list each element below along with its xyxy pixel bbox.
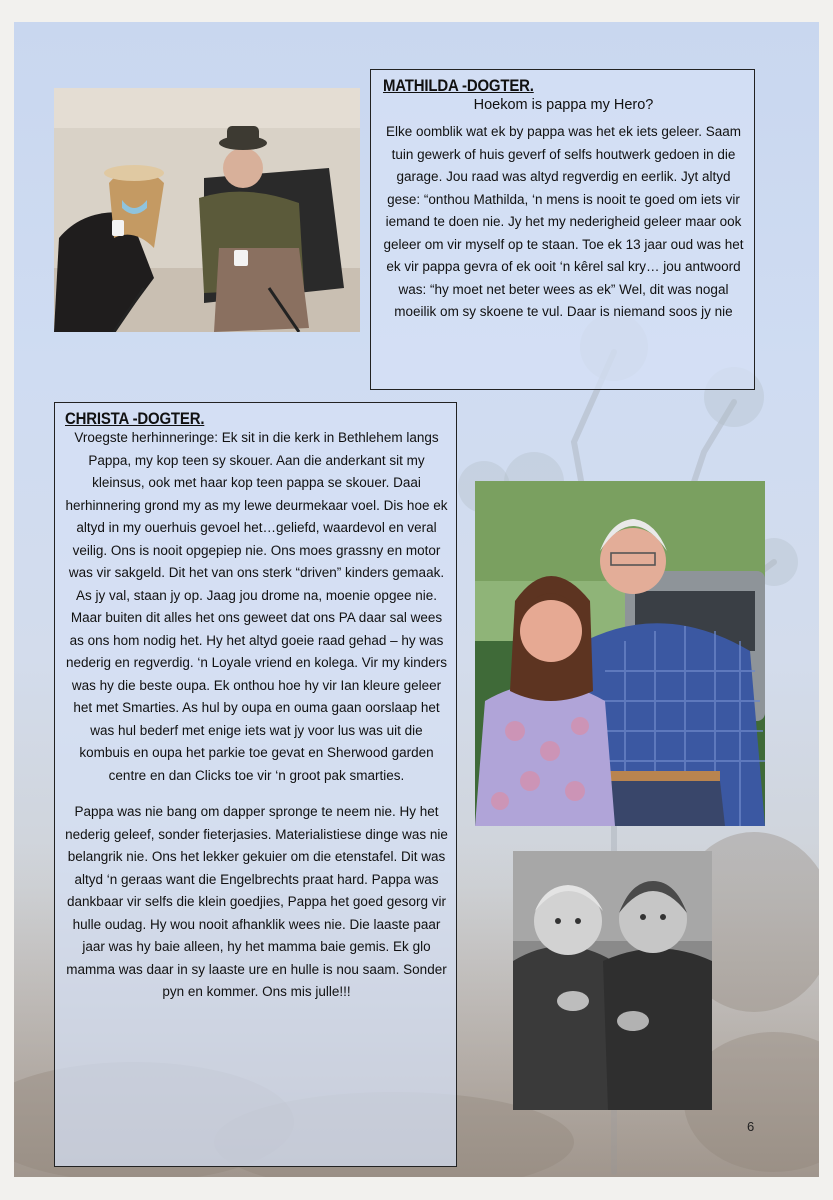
christa-paragraph-2: Pappa was nie bang om dapper spronge te neem nie. Hy het nederig geleef, sonder fieterjasies. Materialistiese dinge was nie belangrik nie. Ons het lekker gekuier om die etenstafel. Dit was altyd ‘n geraas want die Engelbrechts praat hard. Pappa was dankbaar vir selfs die klein goedjies, Pappa het goed gesorg vir hulle oudag. Hy wou nooit afhanklik wees nie. Die laaste paar jaar was hy baie alleen, hy het mamma baie gemis. Ek glo mamma was daar in sy laaste ure en hulle is nou saam. Sonder pyn en kommer. Ons mis julle!!! bbox=[65, 804, 448, 999]
mathilda-heading: MATHILDA -DOGTER. bbox=[383, 76, 534, 95]
photo-christa-with-father bbox=[475, 481, 765, 826]
photo-mathilda-with-father-beach bbox=[54, 88, 360, 332]
page bbox=[14, 22, 819, 1177]
photo-two-children bbox=[513, 851, 712, 1110]
mathilda-body: Elke oomblik wat ek by pappa was het ek iets geleer. Saam tuin gewerk of huis geverf of selfs houtwerk gedoen in die garage. Jou raad was altyd regverdig en eerlik. Jyt altyd gese: “onthou Mathilda, ‘n mens is nooit te goed om iets vir iemand te doen nie. Jy het my nederigheid geleer maar ook geleer om vir myself op te staan. Toe ek 13 jaar oud was het ek vir pappa gevra of ek ooit ‘n kêrel sal kry… jou antwoord was: “hy moet net beter wees as ek” Wel, dit was nogal moeilik om sy skoene te vul. Daar is niemand soos jy nie bbox=[383, 124, 744, 319]
christa-heading: CHRISTA -DOGTER. bbox=[65, 409, 205, 428]
page-number: 6 bbox=[747, 1119, 755, 1134]
mathilda-subtitle: Hoekom is pappa my Hero? bbox=[473, 97, 654, 113]
christa-text-box bbox=[54, 402, 457, 1167]
mathilda-text-box bbox=[370, 69, 755, 390]
christa-paragraph-1: Vroegste herhinneringe: Ek sit in die kerk in Bethlehem langs Pappa, my kop teen sy skouer. Aan die anderkant sit my kleinsus, ook met haar kop teen pappa se skouer. Daai herhinnering grond my as my lewe deurmekaar voel. Dis hoe ek altyd in my ouerhuis gevoel het…geliefd, waardevol en veral veilig. Ons is nooit opgepiep nie. Ons moes grassny en motor was vir sakgeld. Dit het van ons sterk “driven” kinders gemaak. As jy val, staan jy op. Jaag jou drome na, moenie opgee nie. Maar buiten dit alles het ons geweet dat ons PA daar sal wees as ons hom nodig het. Hy het altyd goeie raad gehad – hy was nederig en regverdig. ‘n Loyale vriend en kolega. Vir my kinders was hy die beste oupa. Ek onthou hoe hy vir Ian kleure geleer het met Smarties. As hul by oupa en ouma gaan oorslaap het was hul bederf met enige iets wat jy voor lus was uit die kombuis en oupa het parkie toe gevat en Sherwood garden centre en dan Clicks toe vir ‘n groot pak smarties. bbox=[65, 430, 448, 783]
